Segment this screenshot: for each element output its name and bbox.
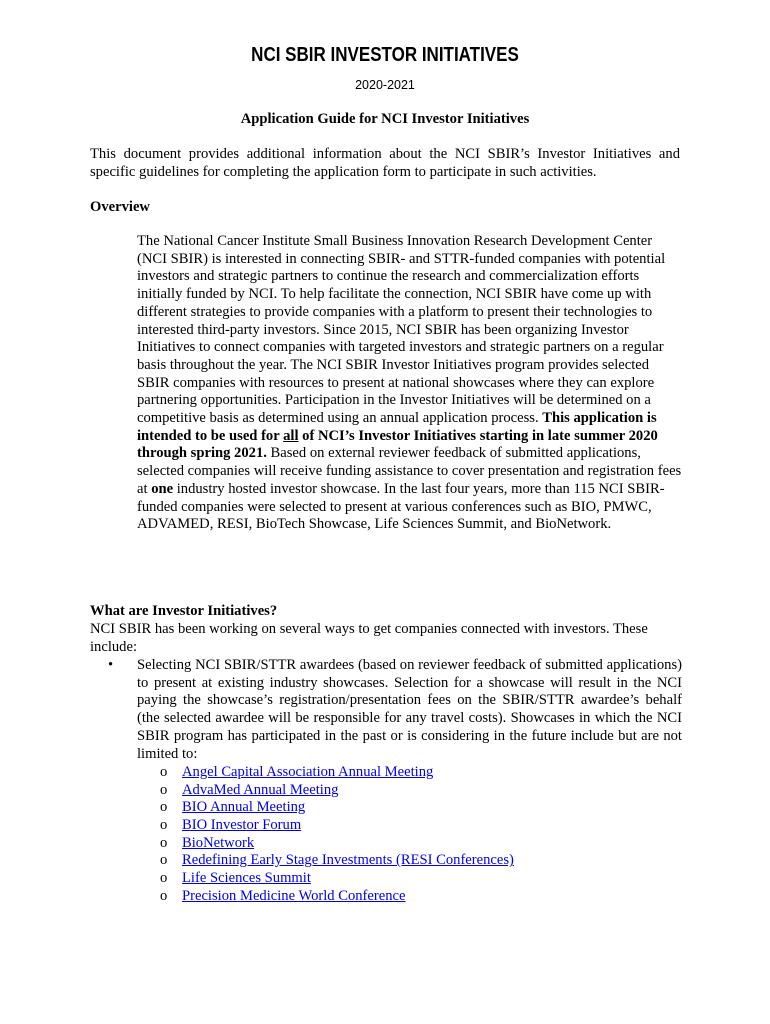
overview-bold-text-2: of NCI’s Investor Initiatives starting in late summer 2020 through spring 2021. xyxy=(137,427,658,462)
intro-paragraph: This document provides additional information about the NCI SBIR’s Investor Initiatives and specific guidelines for completing the application form to participate in such activities. xyxy=(90,146,680,180)
list-item xyxy=(160,799,514,817)
link-resi[interactable]: Redefining Early Stage Investments (RESI Conferences) xyxy=(182,852,514,869)
link-bio-investor-forum[interactable]: BIO Investor Forum xyxy=(182,817,302,834)
sub-bullet-icon: o xyxy=(160,817,168,834)
overview-text: The National Cancer Institute Small Business Innovation Research Development Center (NCI SBIR) is interested in connecting SBIR- and STTR-funded companies with potential investors and strategic partners to continue the research and commercialization efforts initially funded by NCI. To help facilitate the connection, NCI SBIR have come up with different strategies to provide companies with a platform to present their technologies to interested third-party investors. Since 2015, NCI SBIR has been organizing Investor Initiatives to connect companies with targeted investors and strategic partners on a regular basis throughout the year. The NCI SBIR Investor Initiatives program provides selected SBIR companies with resources to present at national showcases where they can explore partnering opportunities. Participation in the Investor Initiatives will be determined on a competitive basis as determined using an annual application process. xyxy=(137,233,666,427)
list-item xyxy=(160,764,514,782)
what-are-paragraph: NCI SBIR has been working on several ways to get companies connected with investors. These include: xyxy=(90,621,648,655)
link-bio-annual[interactable]: BIO Annual Meeting xyxy=(182,799,306,816)
sub-bullet-icon: o xyxy=(160,887,168,904)
link-advamed[interactable]: AdvaMed Annual Meeting xyxy=(182,781,339,798)
bullet-text: Selecting NCI SBIR/STTR awardees (based on reviewer feedback of submitted applications) to present at existing industry showcases. Selection for a showcase will result in the NCI paying the showcase’s registration/presentation fees on the SBIR/STTR awardee’s behalf (the selected awardee will be responsible for any travel costs). Showcases in which the NCI SBIR program has participated in the past or is considering in the future include but are not limited to: xyxy=(137,657,682,762)
overview-paragraph xyxy=(137,233,682,534)
list-item xyxy=(160,852,514,870)
sub-bullet-icon: o xyxy=(160,852,168,869)
list-item xyxy=(160,782,514,800)
what-are-heading: What are Investor Initiatives? xyxy=(90,603,278,619)
overview-text-2: Based on external reviewer feedback of submitted applications, selected companies will receive funding assistance to cover presentation and registration fees at xyxy=(137,445,682,497)
sub-bullet-icon: o xyxy=(160,870,168,887)
link-angel-capital[interactable]: Angel Capital Association Annual Meeting xyxy=(182,764,434,780)
link-precision-medicine[interactable]: Precision Medicine World Conference xyxy=(182,887,406,904)
link-bionetwork[interactable]: BioNetwork xyxy=(182,834,255,851)
list-item xyxy=(160,888,514,906)
sub-bullet-icon: o xyxy=(160,834,168,851)
overview-underlined-all: all xyxy=(283,427,299,444)
overview-bold-one: one xyxy=(151,480,174,497)
sub-bullet-icon: o xyxy=(160,781,168,798)
bullet-icon: • xyxy=(108,657,114,673)
document-subtitle: Application Guide for NCI Investor Initiatives xyxy=(240,111,530,127)
list-item xyxy=(160,817,514,835)
showcase-links-list xyxy=(160,764,514,906)
list-item xyxy=(160,870,514,888)
sub-bullet-icon: o xyxy=(160,764,168,780)
bullet-item xyxy=(90,657,682,763)
overview-heading: Overview xyxy=(90,199,150,215)
document-title: NCI SBIR INVESTOR INITIATIVES xyxy=(251,44,519,66)
sub-bullet-icon: o xyxy=(160,799,168,816)
link-life-sciences-summit[interactable]: Life Sciences Summit xyxy=(182,870,311,887)
overview-text-3: industry hosted investor showcase. In the last four years, more than 115 NCI SBIR-funded companies were selected to present at various conferences such as BIO, PMWC, ADVAMED, RESI, BioTech Showcase, Life Sciences Summit, and BioNetwork. xyxy=(137,480,665,533)
document-year: 2020-2021 xyxy=(355,78,415,92)
overview-bold-text: This application is intended to be used for xyxy=(137,410,657,444)
list-item xyxy=(160,835,514,853)
